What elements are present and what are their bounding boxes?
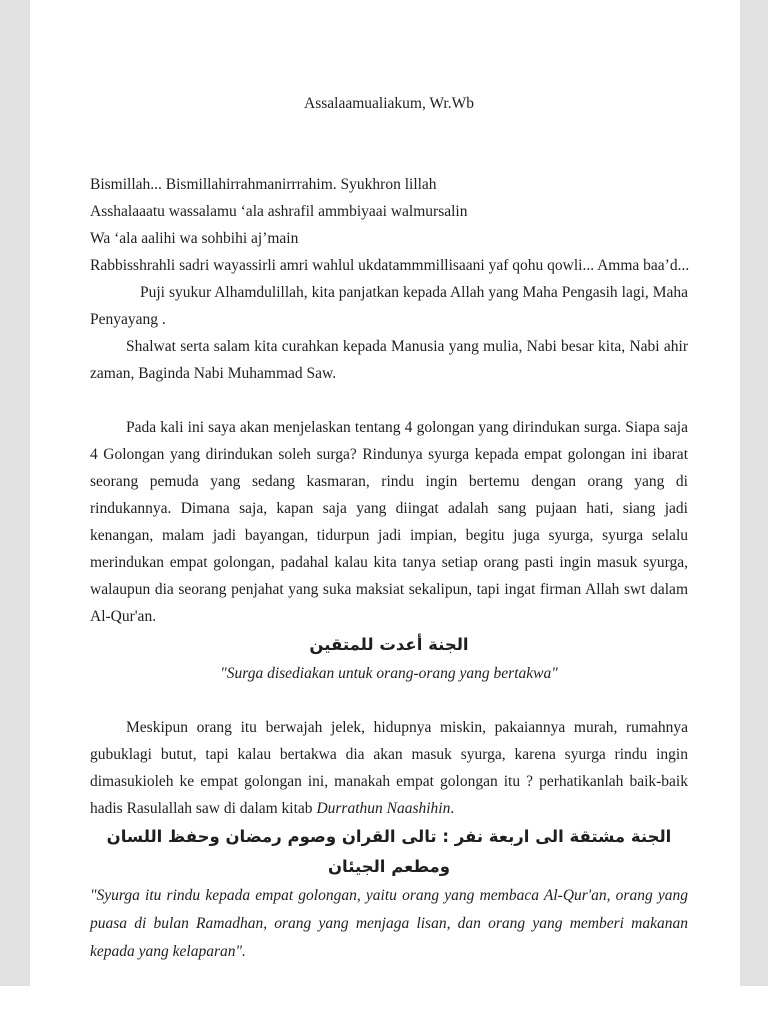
arabic-quote-2: الجنة مشتقة الى اربعة نفر : تالى القران وصوم رمضان وحفظ اللسان ومطعم الجيئان xyxy=(106,827,672,876)
paragraph-shalawat: Shalwat serta salam kita curahkan kepada Manusia yang mulia, Nabi besar kita, Nabi ahir zaman, Baginda Nabi Muhammad Saw. xyxy=(90,338,688,382)
paragraph-meskipun xyxy=(90,714,688,822)
arabic-quote-1: الجنة أعدت للمتقين xyxy=(309,635,469,654)
kitab-title: Durrathun Naashihin xyxy=(316,800,451,817)
paragraph-puji-syukur: Puji syukur Alhamdulillah, kita panjatkan kepada Allah yang Maha Pengasih lagi, Maha Penyayang . xyxy=(90,284,688,328)
quote-2-translation: "Syurga itu rindu kepada empat golongan, yaitu orang yang membaca Al-Qur'an, orang yang puasa di bulan Ramadhan, orang yang menjaga lisan, dan orang yang memberi makanan kepada yang kelaparan". xyxy=(90,887,688,960)
quote-1-translation: "Surga disediakan untuk orang-orang yang bertakwa" xyxy=(220,665,558,682)
paragraph-pada-kali-ini: Pada kali ini saya akan menjelaskan tentang 4 golongan yang dirindukan surga. Siapa saja 4 Golongan yang dirindukan soleh surga? Rindunya syurga kepada empat golongan ini ibarat seorang pemuda yang sedang kasmaran, rindu ingin bertemu dengan orang yang di rindukannya. Dimana saja, kapan saja yang diingat adalah sang pujaan hati, siang jadi kenangan, malam jadi bayangan, tidurpun jadi impian, begitu juga syurga, syurga selalu merindukan empat golongan, padahal kalau kita tanya setiap orang pasti ingin masuk syurga, walaupun dia seorang penjahat yang suka maksiat sekalipun, tapi ingat firman Allah swt dalam Al-Qur'an. xyxy=(90,419,688,625)
paragraph-meskipun-text: Meskipun orang itu berwajah jelek, hidupnya miskin, pakaiannya murah, rumahnya gubuklagi butut, tapi kalau bertakwa dia akan masuk syurga, karena syurga rindu ingin dimasukioleh ke empat golongan ini, manakah empat golongan itu ? perhatikanlah baik-baik hadis Rasulallah saw di dalam kitab xyxy=(90,719,688,817)
opening-line-bismillah: Bismillah... Bismillahirrahmanirrrahim. Syukhron lillah xyxy=(90,176,437,193)
opening-line-wa-ala: Wa ‘ala aalihi wa sohbihi aj’main xyxy=(90,230,299,247)
opening-line-rabbisshrahli: Rabbisshrahli sadri wayassirli amri wahlul ukdatammmillisaani yaf qohu qowli... Amma baa’d... xyxy=(90,257,690,274)
paragraph-meskipun-end: . xyxy=(450,800,455,817)
opening-line-asshalaatu: Asshalaaatu wassalamu ‘ala ashrafil ammbiyaai walmursalin xyxy=(90,203,468,220)
page-title: Assalaamualiakum, Wr.Wb xyxy=(304,95,474,112)
